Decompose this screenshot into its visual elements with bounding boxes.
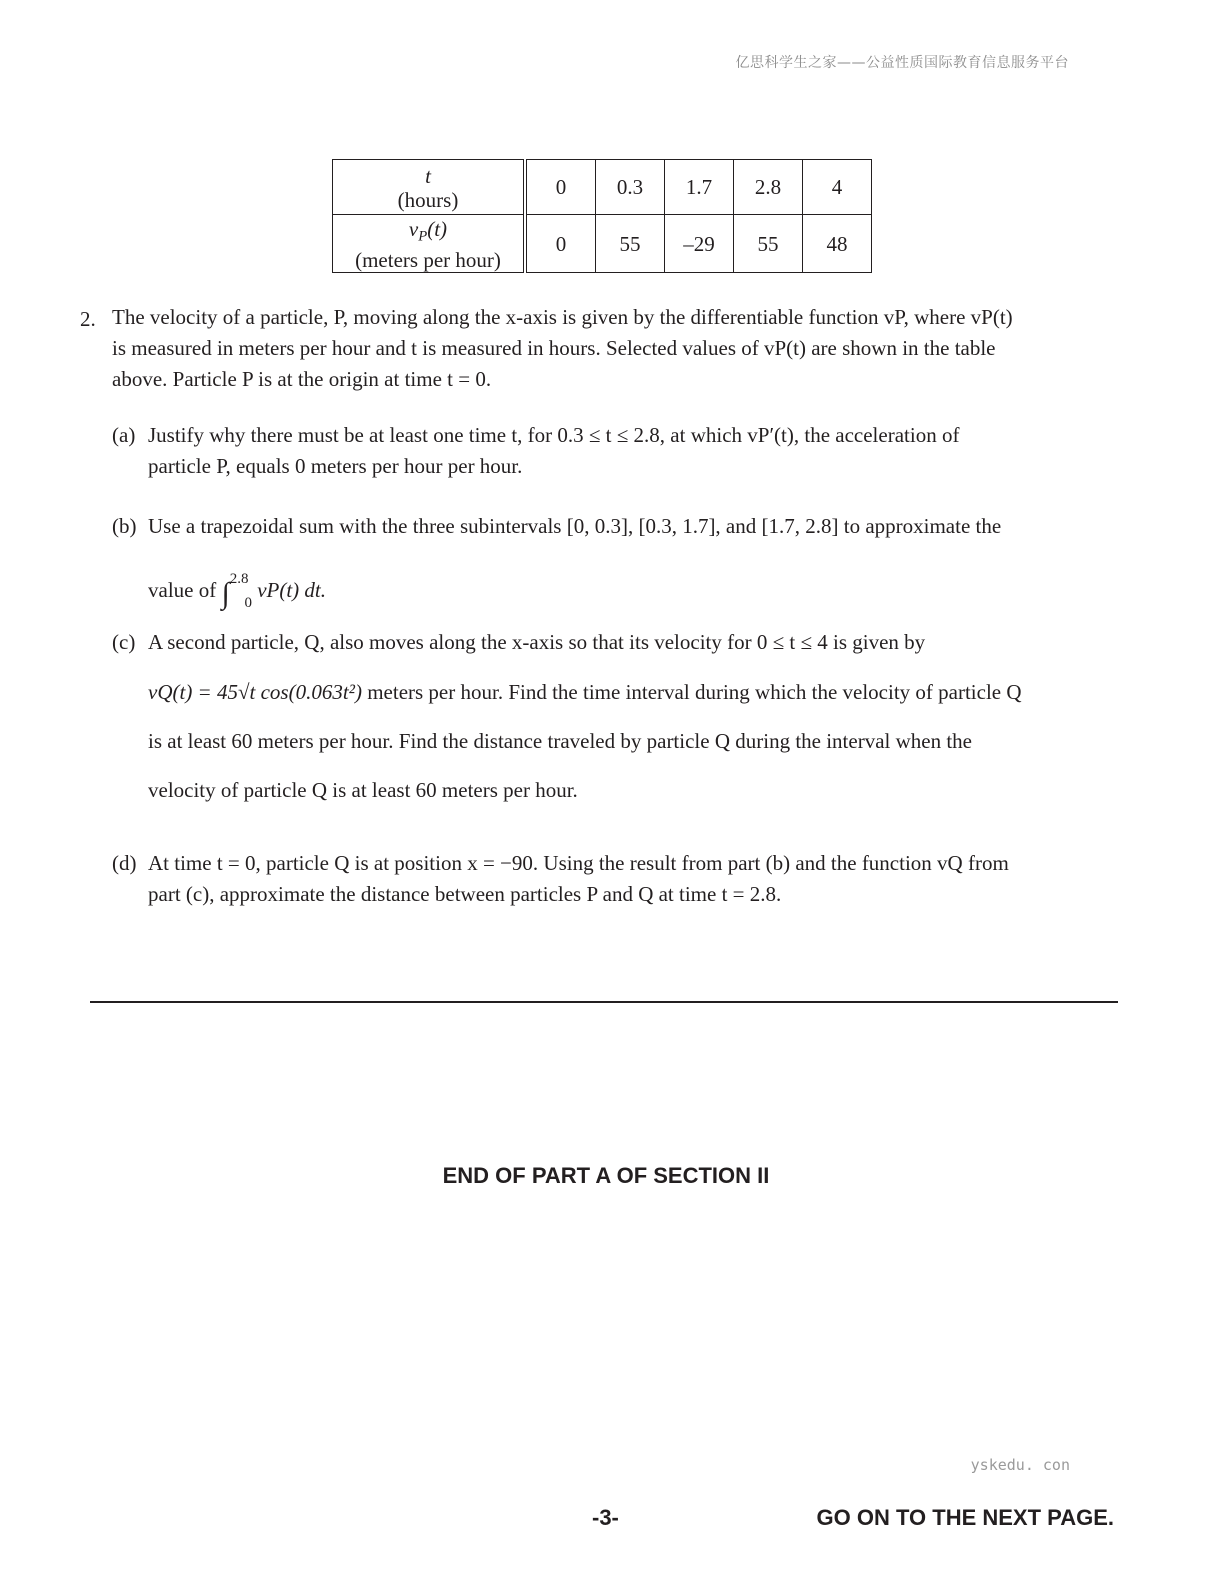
table-cell: 0	[527, 215, 596, 273]
part-text: meters per hour. Find the time interval during which the velocity of particle Q	[367, 680, 1022, 704]
table-cell: 55	[734, 215, 803, 273]
page-number: -3-	[592, 1505, 619, 1530]
values-table	[332, 159, 872, 273]
part-label: (a)	[112, 423, 136, 447]
table-cell: 55	[596, 215, 665, 273]
header-var: v	[408, 217, 419, 241]
part-text: particle P, equals 0 meters per hour per hour.	[148, 454, 523, 478]
question-stem	[112, 302, 1072, 395]
stem-line: above. Particle P is at the origin at time t = 0.	[112, 367, 492, 391]
header-unit: (hours)	[397, 188, 459, 212]
table-cell: –29	[665, 215, 734, 273]
section-divider	[90, 1001, 1118, 1003]
formula-line	[112, 668, 1072, 717]
table-cell: 0	[527, 160, 596, 215]
table-cell: 0.3	[596, 160, 665, 215]
integral-sign-icon: ∫	[221, 577, 230, 610]
part-text: Use a trapezoidal sum with the three subintervals [0, 0.3], [0.3, 1.7], and [1.7, 2.8] to approximate the	[148, 514, 1002, 538]
header-var: t	[425, 164, 431, 188]
row-header-t	[333, 160, 524, 215]
part-b	[112, 511, 1072, 619]
table-cell: 1.7	[665, 160, 734, 215]
stem-line: The velocity of a particle, P, moving along the x-axis is given by the differentiable function vP, where vP(t)	[112, 305, 1013, 329]
part-text: velocity of particle Q is at least 60 meters per hour.	[148, 778, 578, 802]
part-text: part (c), approximate the distance between particles P and Q at time t = 2.8.	[148, 882, 782, 906]
header-sub: P	[418, 228, 428, 245]
part-a	[112, 420, 1072, 482]
table-cell: 48	[803, 215, 872, 273]
integral-line	[112, 564, 1072, 619]
next-page-notice: GO ON TO THE NEXT PAGE.	[816, 1505, 1114, 1530]
integral-lower-limit: 0	[244, 595, 252, 611]
part-c	[112, 627, 1072, 815]
table-row-v	[333, 215, 872, 273]
part-label: (b)	[112, 514, 137, 538]
part-text: Justify why there must be at least one time t, for 0.3 ≤ t ≤ 2.8, at which vP′(t), the acceleration of	[148, 423, 960, 447]
part-label: (c)	[112, 630, 136, 654]
part-text: A second particle, Q, also moves along the x-axis so that its velocity for 0 ≤ t ≤ 4 is given by	[148, 630, 926, 654]
part-d	[112, 848, 1072, 910]
table-cell: 2.8	[734, 160, 803, 215]
header-arg: (t)	[427, 217, 448, 241]
integral-upper-limit: 2.8	[229, 571, 249, 587]
watermark-text: yskedu. con	[970, 1456, 1070, 1474]
part-text: is at least 60 meters per hour. Find the distance traveled by particle Q during the interval when the	[148, 729, 973, 753]
stem-line: is measured in meters per hour and t is measured in hours. Selected values of vP(t) are shown in the table	[112, 336, 996, 360]
velocity-formula: vQ(t) = 45√t cos(0.063t²)	[148, 680, 362, 704]
header-unit: (meters per hour)	[355, 248, 501, 273]
table-row-t	[333, 160, 872, 215]
table-cell: 4	[803, 160, 872, 215]
row-header-v	[333, 215, 524, 273]
part-text: value of	[148, 578, 217, 602]
site-header-text: 亿思科学生之家——公益性质国际教育信息服务平台	[735, 55, 1069, 71]
end-of-part-heading: END OF PART A OF SECTION II	[442, 1163, 770, 1188]
part-text: At time t = 0, particle Q is at position x = −90. Using the result from part (b) and the function vQ from	[148, 851, 1009, 875]
integrand: vP(t) dt.	[257, 578, 327, 602]
question-number: 2.	[80, 307, 96, 331]
part-label: (d)	[112, 851, 137, 875]
